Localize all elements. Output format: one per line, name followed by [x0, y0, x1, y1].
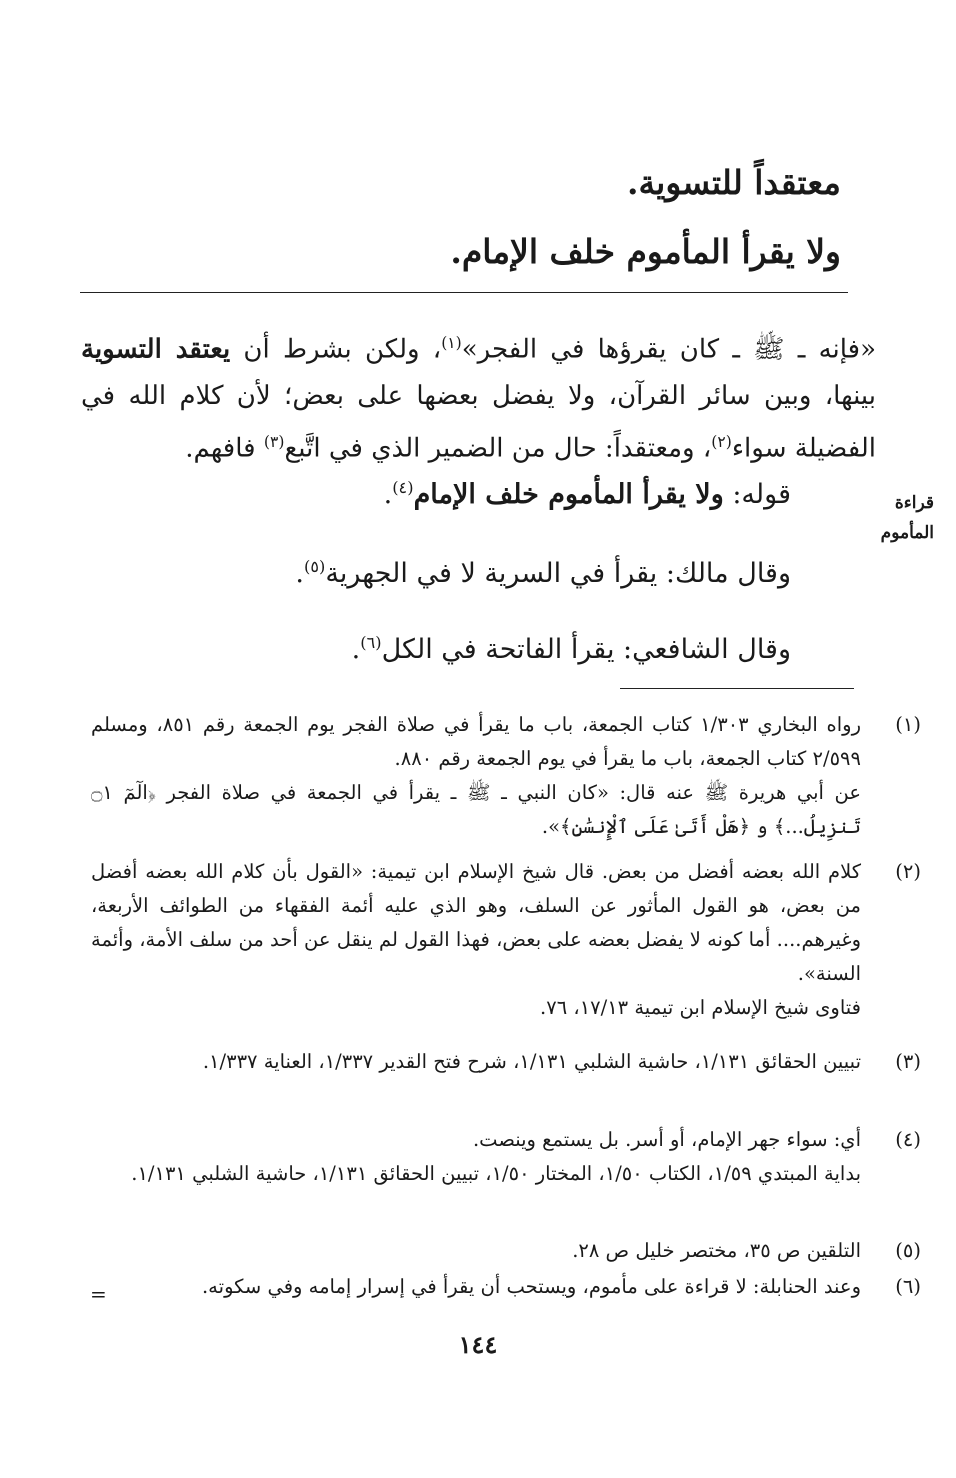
footnote-2	[91, 855, 921, 1025]
footnote-text: عن أبي هريرة ﷺ عنه قال: «كان النبي ـ ﷺ ـ يقرأ في الجمعة في صلاة الفجر ﴿الٓمٓ ۝١ تَنزِيلُ...﴾ و ﴿هَلْ أَتَىٰ عَلَى ٱلْإِنسَٰنِ﴾».	[91, 781, 861, 838]
margin-note-line: المأموم	[880, 523, 934, 543]
footnote-number: (٤)	[895, 1128, 921, 1151]
margin-note-line: قراءة	[894, 493, 934, 513]
footnote-ref-2[interactable]: (٢)	[711, 432, 732, 451]
commentary-text: فافهم.	[185, 433, 264, 464]
footnote-text: رواه البخاري ١/٣٠٣ كتاب الجمعة، باب ما يقرأ في صلاة الفجر يوم الجمعة رقم ٨٥١، ومسلم ٢/٥٩٩ كتاب الجمعة، باب ما يقرأ في يوم الجمعة رقم ٨٨٠.	[91, 713, 862, 770]
footnote-ref-6[interactable]: (٦)	[360, 633, 382, 652]
matn-separator-rule	[80, 292, 848, 293]
quote-end: .	[351, 634, 361, 665]
quote-text: وقال الشافعي: يقرأ الفاتحة في الكل	[381, 634, 791, 665]
footnote-number: (١)	[895, 713, 921, 736]
quote-line-3	[352, 633, 791, 665]
commentary-text: بينها، وبين سائر القرآن، ولا يفضل بعضها على بعض؛ لأن كلام الله في الفضيلة سواء	[81, 380, 876, 464]
quote-line-1	[384, 478, 791, 510]
footnote-text: وعند الحنابلة: لا قراءة على مأموم، ويستحب أن يقرأ في إسرار إمامه وفي سكوته.	[201, 1275, 861, 1298]
footnote-ref-3[interactable]: (٣)	[263, 432, 285, 451]
quote-label: قوله:	[723, 479, 791, 510]
quote-text: وقال مالك: يقرأ في السرية لا في الجهرية	[325, 558, 791, 589]
footnote-3	[91, 1045, 921, 1079]
footnote-number: (٢)	[895, 860, 921, 883]
footnote-5	[91, 1234, 921, 1268]
commentary-bold: يعتقد التسوية	[81, 334, 231, 365]
commentary-paragraph	[81, 320, 876, 471]
quote-end: .	[383, 479, 393, 510]
continuation-mark: =	[90, 1282, 107, 1306]
commentary-text: ، ومعتقداً: حال من الضمير الذي في اتَّبع	[284, 433, 712, 464]
footnote-text: تبيين الحقائق ١/١٣١، حاشية الشلبي ١/١٣١، شرح فتح القدير ١/٣٣٧، العناية ١/٣٣٧.	[202, 1050, 861, 1073]
footnote-number: (٦)	[895, 1275, 921, 1298]
footnote-6	[91, 1270, 921, 1304]
footnote-text: التلقين ص ٣٥، مختصر خليل ص ٢٨.	[572, 1239, 861, 1262]
margin-note	[854, 488, 934, 548]
footnote-number: (٥)	[895, 1239, 921, 1262]
footnote-separator-rule	[620, 688, 854, 689]
footnote-ref-4[interactable]: (٤)	[392, 478, 414, 497]
footnote-text: بداية المبتدي ١/٥٩، الكتاب ١/٥٠، المختار ١/٥٠، تبيين الحقائق ١/١٣١، حاشية الشلبي ١/١٣١.	[131, 1162, 861, 1185]
footnote-ref-1[interactable]: (١)	[441, 334, 462, 352]
footnote-1	[91, 708, 921, 844]
footnote-text: كلام الله بعضه أفضل من بعض. قال شيخ الإسلام ابن تيمية: «القول بأن كلام الله بعضه أفضل من بعض، هو القول المأثور عن السلف، وهو الذي عليه أئمة الفقهاء من الطوائف الأربعة، وغيرهم.... أما كونه لا يفضل بعضه على بعض، فهذا القول لم ينقل عن أحد من سلف الأمة، وأئمة السنة».	[91, 860, 861, 985]
footnote-4	[91, 1123, 921, 1191]
commentary-text: ، ولكن بشرط أن	[230, 334, 442, 365]
footnote-text: أي: سواء جهر الإمام، أو أسر. بل يستمع وينصت.	[472, 1128, 861, 1151]
matn-line-2: ولا يقرأ المأموم خلف الإمام.	[450, 232, 841, 271]
page-number: ١٤٤	[458, 1330, 498, 1359]
matn-line-1: معتقداً للتسوية.	[626, 163, 841, 202]
commentary-text: «فإنه ـ ﷺ ـ كان يقرؤها في الفجر»	[461, 334, 876, 365]
quote-end: .	[295, 558, 305, 589]
footnote-ref-5[interactable]: (٥)	[304, 557, 326, 576]
footnote-number: (٣)	[895, 1050, 921, 1073]
quote-bold: ولا يقرأ المأموم خلف الإمام	[413, 479, 724, 510]
quote-line-2	[295, 557, 791, 589]
footnote-text: فتاوى شيخ الإسلام ابن تيمية ١٧/١٣، ٧٦.	[540, 996, 861, 1019]
